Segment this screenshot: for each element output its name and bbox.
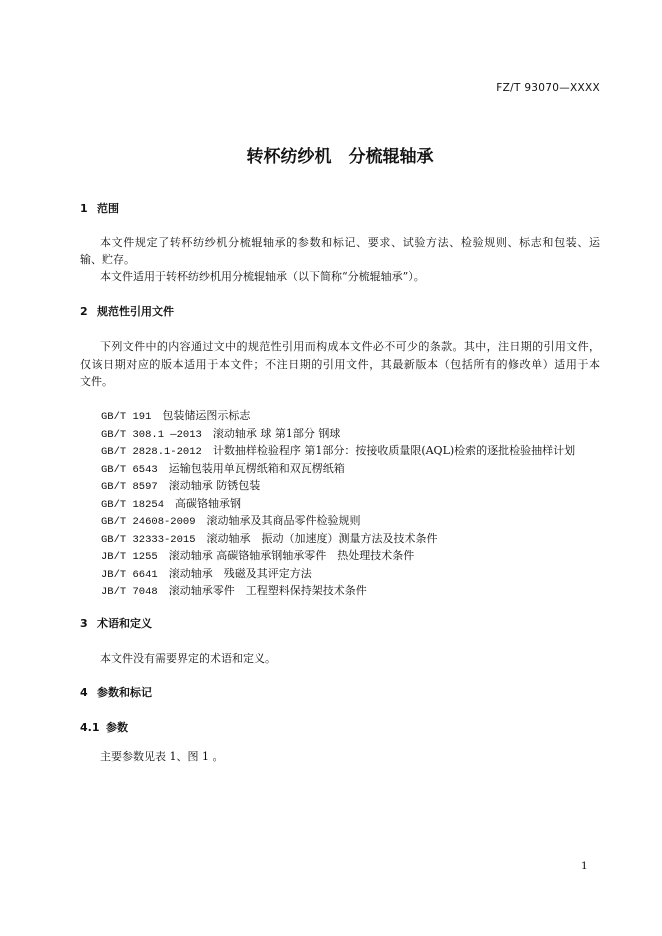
reference-item [101, 407, 600, 425]
reference-item [101, 477, 600, 495]
section-title: 术语和定义 [97, 617, 152, 630]
section-3-heading [80, 616, 152, 632]
parameters-paragraph: 主要参数见表 1、图 1 。 [100, 750, 224, 763]
section-1-heading [80, 201, 119, 217]
scope-paragraph-2: 本文件适用于转杯纺纱机用分梳辊轴承（以下简称“分梳辊轴承”）。 [100, 270, 425, 283]
reference-title: 滚动轴承 残磁及其评定方法 [168, 566, 312, 580]
reference-code: GB/T 6543 [101, 463, 158, 476]
reference-code: GB/T 2828.1-2012 [101, 446, 202, 458]
scope-paragraph-1-line-1: 本文件规定了转杯纺纱机分梳辊轴承的参数和标记、要求、试验方法、检验规则、标志和包装、运 [100, 236, 600, 249]
reference-title: 滚动轴承 球 第1部分 钢球 [212, 426, 341, 440]
reference-item [101, 565, 600, 583]
reference-title: 滚动轴承 防锈包装 [168, 479, 261, 492]
section-number: 1 [80, 202, 88, 215]
references-paragraph-line-2: 仅该日期对应的版本适用于本文件；不注日期的引用文件，其最新版本（包括所有的修改单）适用于本 [80, 358, 600, 371]
reference-title: 运输包装用单瓦楞纸箱和双瓦楞纸箱 [168, 461, 345, 475]
reference-title: 包装储运图示标志 [162, 409, 251, 422]
terms-paragraph: 本文件没有需要界定的术语和定义。 [100, 652, 276, 665]
subsection-title: 参数 [106, 721, 128, 734]
standard-code: FZ/T 93070—XXXX [496, 82, 600, 94]
reference-item [101, 495, 600, 513]
reference-item [101, 547, 600, 565]
subsection-4-1-heading [80, 720, 128, 736]
reference-code: GB/T 191 [101, 411, 152, 423]
reference-code: GB/T 8597 [101, 481, 158, 493]
section-4-heading [80, 685, 152, 701]
reference-item [101, 425, 600, 443]
reference-item [101, 530, 600, 548]
reference-code: JB/T 6641 [101, 568, 158, 581]
reference-title: 滚动轴承及其商品零件检验规则 [206, 514, 361, 527]
references-paragraph-line-3: 文件。 [80, 375, 113, 388]
reference-code: GB/T 308.1 —2013 [101, 428, 202, 441]
reference-list [101, 407, 600, 600]
reference-code: GB/T 18254 [101, 498, 165, 511]
scope-paragraph-1-line-2: 输、贮存。 [80, 253, 135, 266]
reference-code: GB/T 24608-2009 [101, 516, 196, 528]
section-title: 参数和标记 [97, 686, 152, 699]
reference-title: 滚动轴承 振动（加速度）测量方法及技术条件 [206, 531, 438, 545]
reference-item [101, 442, 600, 460]
reference-title: 计数抽样检验程序 第1部分：按接收质量限(AQL)检索的逐批检验抽样计划 [212, 444, 576, 457]
section-title: 规范性引用文件 [97, 305, 174, 318]
reference-title: 滚动轴承零件 工程塑料保持架技术条件 [168, 584, 367, 597]
reference-title: 滚动轴承 高碳铬轴承钢轴承零件 热处理技术条件 [168, 549, 415, 562]
page-number: 1 [581, 860, 588, 872]
section-number: 3 [80, 617, 88, 630]
references-paragraph-line-1: 下列文件中的内容通过文中的规范性引用而构成本文件必不可少的条款。其中，注日期的引用文件， [100, 340, 600, 353]
subsection-number: 4.1 [80, 721, 100, 734]
reference-item [101, 512, 600, 530]
reference-code: JB/T 7048 [101, 586, 158, 598]
reference-title: 高碳铬轴承钢 [175, 496, 242, 510]
document-title: 转杯纺纱机 分梳辊轴承 [246, 147, 434, 167]
section-2-heading [80, 304, 174, 320]
section-number: 4 [80, 686, 88, 699]
reference-item [101, 460, 600, 478]
section-title: 范围 [97, 202, 119, 215]
section-number: 2 [80, 305, 88, 318]
reference-code: JB/T 1255 [101, 551, 158, 563]
reference-code: GB/T 32333-2015 [101, 533, 196, 546]
reference-item [101, 582, 600, 600]
